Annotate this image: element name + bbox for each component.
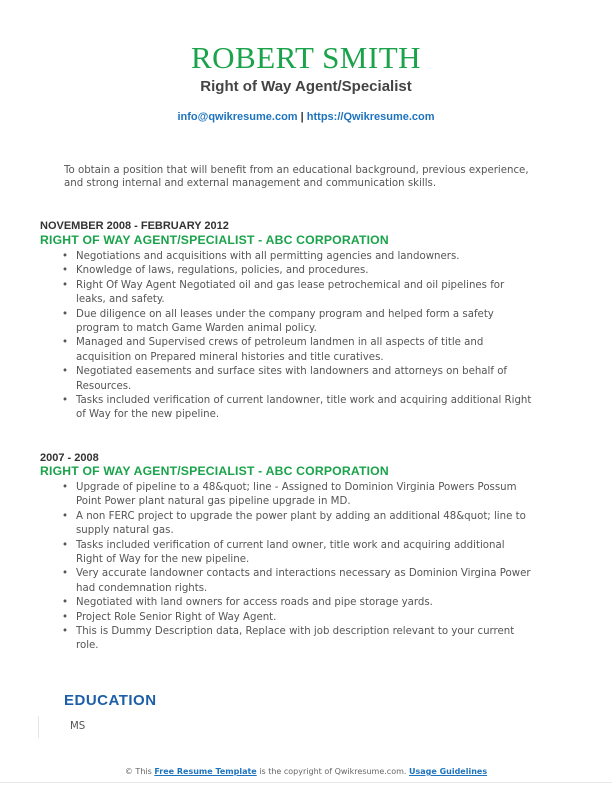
list-item: • A non FERC project to upgrade the power plant by adding an additional 48&quot; line to supply natural gas. <box>62 510 532 539</box>
list-item: • Very accurate landowner contacts and interactions necessary as Dominion Virgina Power had condemnation rights. <box>62 567 532 596</box>
list-item: • Knowledge of laws, regulations, policies, and procedures. <box>62 264 532 278</box>
candidate-name: ROBERT SMITH <box>190 40 422 75</box>
list-item: • Tasks included verification of current land owner, title work and acquiring additional Right of Way for the new pipeline. <box>62 539 532 568</box>
list-item: • Right Of Way Agent Negotiated oil and gas lease petrochemical and oil pipelines for leaks, and safety. <box>62 279 532 308</box>
list-item: • Managed and Supervised crews of petroleum landmen in all aspects of title and acquisition on Prepared mineral histories and title curatives. <box>62 336 532 365</box>
education-divider <box>38 716 39 738</box>
list-item: • Upgrade of pipeline to a 48&quot; line - Assigned to Dominion Virginia Powers Possum Point Power plant natural gas pipeline upgrade in MD. <box>62 481 532 510</box>
job-bullet-list <box>62 481 532 654</box>
job-title: RIGHT OF WAY AGENT/SPECIALIST - ABC CORPORATION <box>40 464 389 478</box>
email-link[interactable]: info@qwikresume.com <box>177 111 298 123</box>
list-item: • Due diligence on all leases under the company program and helped form a safety program to match Game Warden animal policy. <box>62 308 532 337</box>
list-item: • Negotiated with land owners for access roads and pipe storage yards. <box>62 596 532 610</box>
footer-divider <box>0 782 612 783</box>
footer <box>0 767 612 776</box>
footer-prefix: © This <box>124 767 155 776</box>
contact-separator: | <box>297 111 307 123</box>
list-item: • Negotiated easements and surface sites with landowners and attorneys on behalf of Resources. <box>62 365 532 394</box>
footer-copyright: is the copyright of Qwikresume.com. <box>256 767 409 776</box>
job-period: NOVEMBER 2008 - FEBRUARY 2012 <box>40 220 229 232</box>
free-resume-template-link[interactable]: Free Resume Template <box>154 767 257 776</box>
job-title: RIGHT OF WAY AGENT/SPECIALIST - ABC CORPORATION <box>40 233 389 247</box>
usage-guidelines-link[interactable]: Usage Guidelines <box>408 767 488 776</box>
list-item: • Negotiations and acquisitions with all permitting agencies and landowners. <box>62 250 532 264</box>
job-period: 2007 - 2008 <box>40 452 99 464</box>
list-item: • This is Dummy Description data, Replace with job description relevant to your current role. <box>62 625 532 654</box>
website-link[interactable]: https://Qwikresume.com <box>306 111 435 123</box>
education-degree: MS <box>70 721 86 732</box>
list-item: • Tasks included verification of current landowner, title work and acquiring additional Right of Way for the new pipeline. <box>62 394 532 423</box>
list-item: • Project Role Senior Right of Way Agent. <box>62 611 532 625</box>
candidate-role: Right of Way Agent/Specialist <box>200 78 412 95</box>
objective-text: To obtain a position that will benefit from an educational background, previous experience, and strong internal and external management and communication skills. <box>64 165 529 189</box>
contact-line <box>0 111 612 123</box>
education-heading: EDUCATION <box>64 692 157 709</box>
job-bullet-list <box>62 250 532 423</box>
